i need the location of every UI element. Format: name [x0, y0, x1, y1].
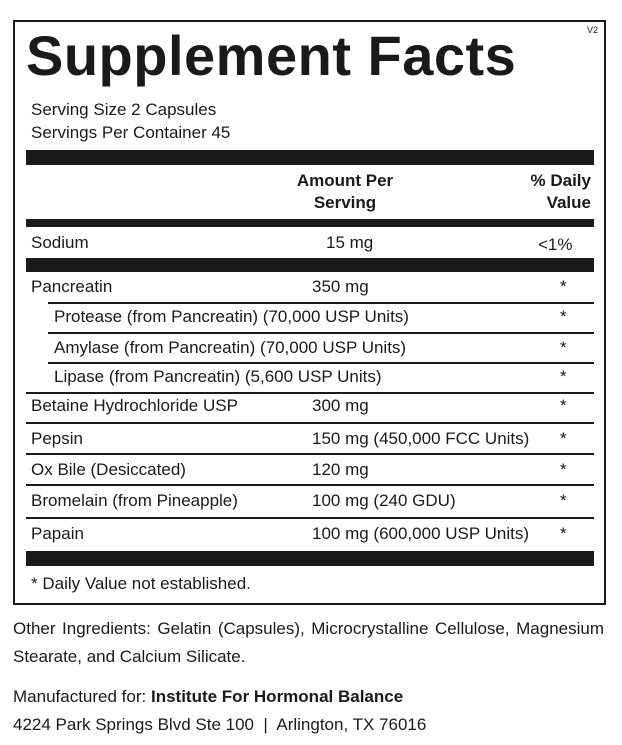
- row-dv-amylase: *: [560, 338, 567, 357]
- row-divider: [26, 484, 594, 486]
- manufacturer-line: [13, 686, 403, 708]
- row-divider: [26, 453, 594, 455]
- row-dv-bromelain: *: [560, 491, 567, 510]
- row-name-lipase: Lipase (from Pancreatin) (5,600 USP Units): [54, 367, 382, 386]
- row-dv-pepsin: *: [560, 429, 567, 448]
- row-dv-protease: *: [560, 307, 567, 326]
- row-dv-betaine: *: [560, 396, 567, 415]
- row-amount-bromelain: 100 mg (240 GDU): [312, 491, 456, 510]
- row-amount-papain: 100 mg (600,000 USP Units): [312, 524, 530, 543]
- row-amount-sodium: 15 mg: [326, 233, 374, 252]
- supplement-facts-panel: [13, 20, 606, 605]
- row-dv-lipase: *: [560, 367, 567, 386]
- other-ingredients: Other Ingredients: Gelatin (Capsules), Microcrystalline Cellulose, Magnesium Stearate, and Calcium Silicate.: [13, 619, 604, 666]
- daily-value-footnote: * Daily Value not established.: [31, 574, 251, 593]
- servings-per-container: Servings Per Container 45: [31, 123, 231, 142]
- divider-after-header: [26, 219, 594, 227]
- row-dv-ox-bile: *: [560, 460, 567, 479]
- row-name-pancreatin: Pancreatin: [31, 277, 113, 296]
- daily-value-header: % Daily Value: [530, 171, 591, 212]
- row-divider: [48, 302, 594, 304]
- row-name-betaine: Betaine Hydrochloride USP: [31, 396, 238, 415]
- panel-title: Supplement Facts: [26, 24, 517, 87]
- row-amount-ox-bile: 120 mg: [312, 460, 369, 479]
- row-divider: [26, 392, 594, 394]
- row-dv-sodium: <1%: [538, 235, 573, 254]
- row-dv-pancreatin: *: [560, 277, 567, 296]
- row-dv-papain: *: [560, 524, 567, 543]
- amount-per-serving-header: Amount Per Serving: [296, 171, 394, 212]
- row-name-ox-bile: Ox Bile (Desiccated): [31, 460, 186, 479]
- manufacturer-prefix: Manufactured for:: [13, 687, 151, 706]
- row-amount-betaine: 300 mg: [312, 396, 369, 415]
- row-divider: [26, 517, 594, 519]
- row-name-bromelain: Bromelain (from Pineapple): [31, 491, 238, 510]
- row-amount-pancreatin: 350 mg: [312, 277, 369, 296]
- thick-divider-top: [26, 150, 594, 165]
- thick-divider-bottom: [26, 551, 594, 566]
- row-divider: [26, 422, 594, 424]
- serving-size: Serving Size 2 Capsules: [31, 100, 217, 119]
- thick-divider-middle: [26, 258, 594, 272]
- row-divider: [48, 332, 594, 334]
- row-name-pepsin: Pepsin: [31, 429, 83, 448]
- row-name-papain: Papain: [31, 524, 84, 543]
- row-name-amylase: Amylase (from Pancreatin) (70,000 USP Units): [54, 338, 407, 357]
- manufacturer-address: 4224 Park Springs Blvd Ste 100 | Arlington, TX 76016: [13, 715, 427, 734]
- row-name-sodium: Sodium: [31, 233, 89, 252]
- version-code: V2: [586, 25, 598, 35]
- manufacturer-name: Institute For Hormonal Balance: [150, 687, 404, 706]
- row-name-protease: Protease (from Pancreatin) (70,000 USP Units): [54, 307, 409, 326]
- row-amount-pepsin: 150 mg (450,000 FCC Units): [312, 429, 530, 448]
- row-divider: [48, 362, 594, 364]
